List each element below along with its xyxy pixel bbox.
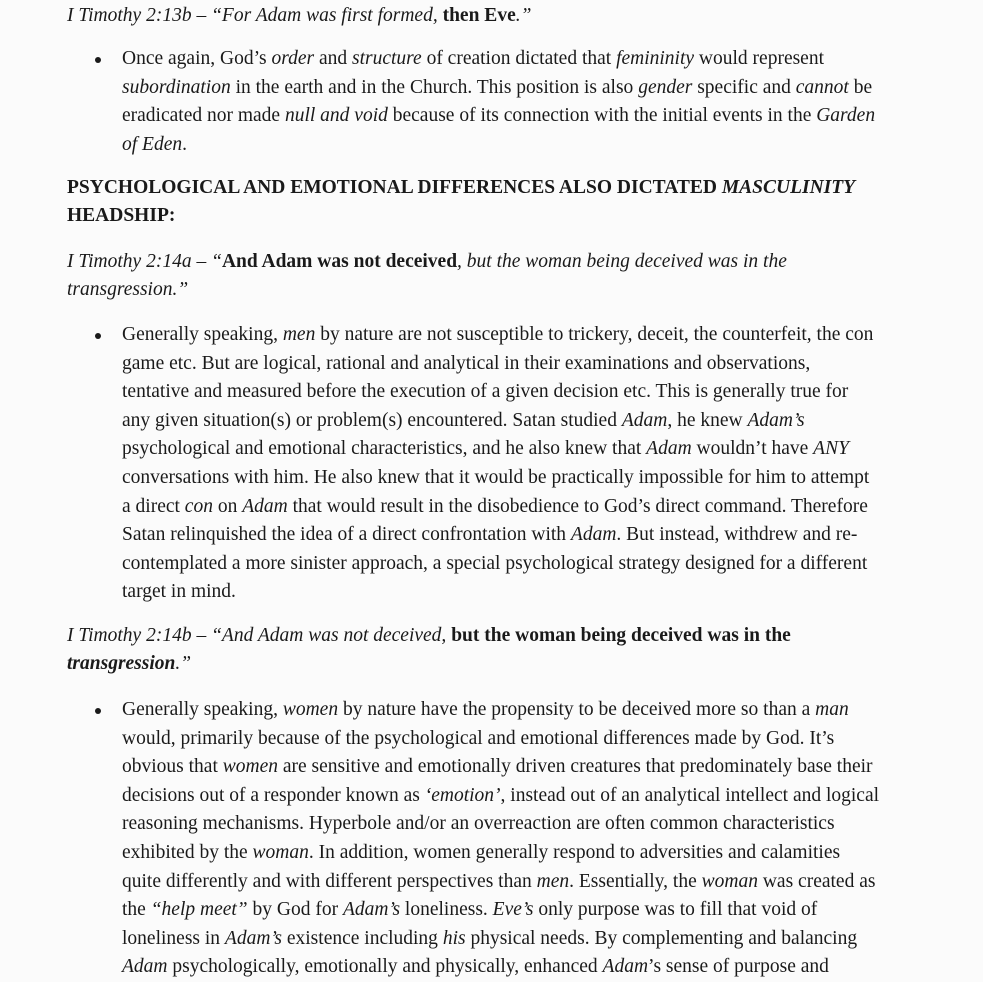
scripture-reference-3-continued: transgression.” xyxy=(67,653,192,674)
paragraph-line: Adam psychologically, emotionally and physically, enhanced Adam’s sense of purpose and xyxy=(122,956,829,978)
paragraph-line: loneliness in Adam’s existence including his physical needs. By complementing and balancing xyxy=(122,927,858,949)
paragraph-line: the “help meet” by God for Adam’s loneliness. Eve’s only purpose was to fill that void of xyxy=(122,899,818,921)
section-heading-continued: HEADSHIP: xyxy=(67,205,176,226)
bullet-icon xyxy=(95,57,101,63)
bullet-icon xyxy=(95,708,101,714)
paragraph-line: Generally speaking, women by nature have the propensity to be deceived more so than a man xyxy=(122,699,849,720)
paragraph-line: tentative and measured before the execution of a given decision etc. This is generally true for xyxy=(122,381,849,403)
paragraph-line: Generally speaking, men by nature are not susceptible to trickery, deceit, the counterfeit, the con xyxy=(122,324,874,345)
scripture-reference-2-continued: transgression.” xyxy=(67,279,189,300)
paragraph-line: eradicated nor made null and void because of its connection with the initial events in the Garden xyxy=(122,105,876,127)
paragraph-line: Once again, God’s order and structure of creation dictated that femininity would represent xyxy=(122,48,825,69)
bullet-paragraph-1 xyxy=(122,45,967,159)
paragraph-line: a direct con on Adam that would result in the disobedience to God’s direct command. Therefore xyxy=(122,495,868,517)
scripture-reference-2: I Timothy 2:14a – “And Adam was not deceived, but the woman being deceived was in the xyxy=(67,251,787,272)
paragraph-line: Satan relinquished the idea of a direct confrontation with Adam. But instead, withdrew and re- xyxy=(122,524,858,546)
section-heading: PSYCHOLOGICAL AND EMOTIONAL DIFFERENCES ALSO DICTATED MASCULINITY xyxy=(67,177,856,198)
paragraph-line: target in mind. xyxy=(122,581,236,603)
paragraph-line: of Eden. xyxy=(122,133,187,155)
paragraph-line: exhibited by the woman. In addition, women generally respond to adversities and calamities xyxy=(122,841,841,863)
paragraph-line: obvious that women are sensitive and emotionally driven creatures that predominately base their xyxy=(122,756,873,778)
paragraph-line: contemplated a more sinister approach, a special psychological strategy designed for a different xyxy=(122,552,868,574)
paragraph-line: would, primarily because of the psychological and emotional differences made by God. It’s xyxy=(122,727,835,749)
bullet-paragraph-3 xyxy=(122,696,967,982)
scripture-reference-3: I Timothy 2:14b – “And Adam was not deceived, but the woman being deceived was in the xyxy=(67,625,791,646)
paragraph-line: subordination in the earth and in the Church. This position is also gender specific and cannot be xyxy=(122,76,873,98)
bullet-icon xyxy=(95,333,101,339)
paragraph-line: game etc. But are logical, rational and analytical in their examinations and observations, xyxy=(122,352,811,374)
paragraph-line: conversations with him. He also knew that it would be practically impossible for him to attempt xyxy=(122,466,870,488)
paragraph-line: decisions out of a responder known as ‘emotion’, instead out of an analytical intellect and logical xyxy=(122,784,880,806)
paragraph-line: reasoning mechanisms. Hyperbole and/or an overreaction are often common characteristics xyxy=(122,813,835,835)
paragraph-line: quite differently and with different perspectives than men. Essentially, the woman was created as xyxy=(122,870,876,892)
paragraph-line: any given situation(s) or problem(s) encountered. Satan studied Adam, he knew Adam’s xyxy=(122,409,805,431)
paragraph-line: psychological and emotional characteristics, and he also knew that Adam wouldn’t have ANY xyxy=(122,438,849,460)
bullet-paragraph-2 xyxy=(122,321,967,607)
scripture-reference-1: I Timothy 2:13b – “For Adam was first formed, then Eve.” xyxy=(67,5,532,26)
